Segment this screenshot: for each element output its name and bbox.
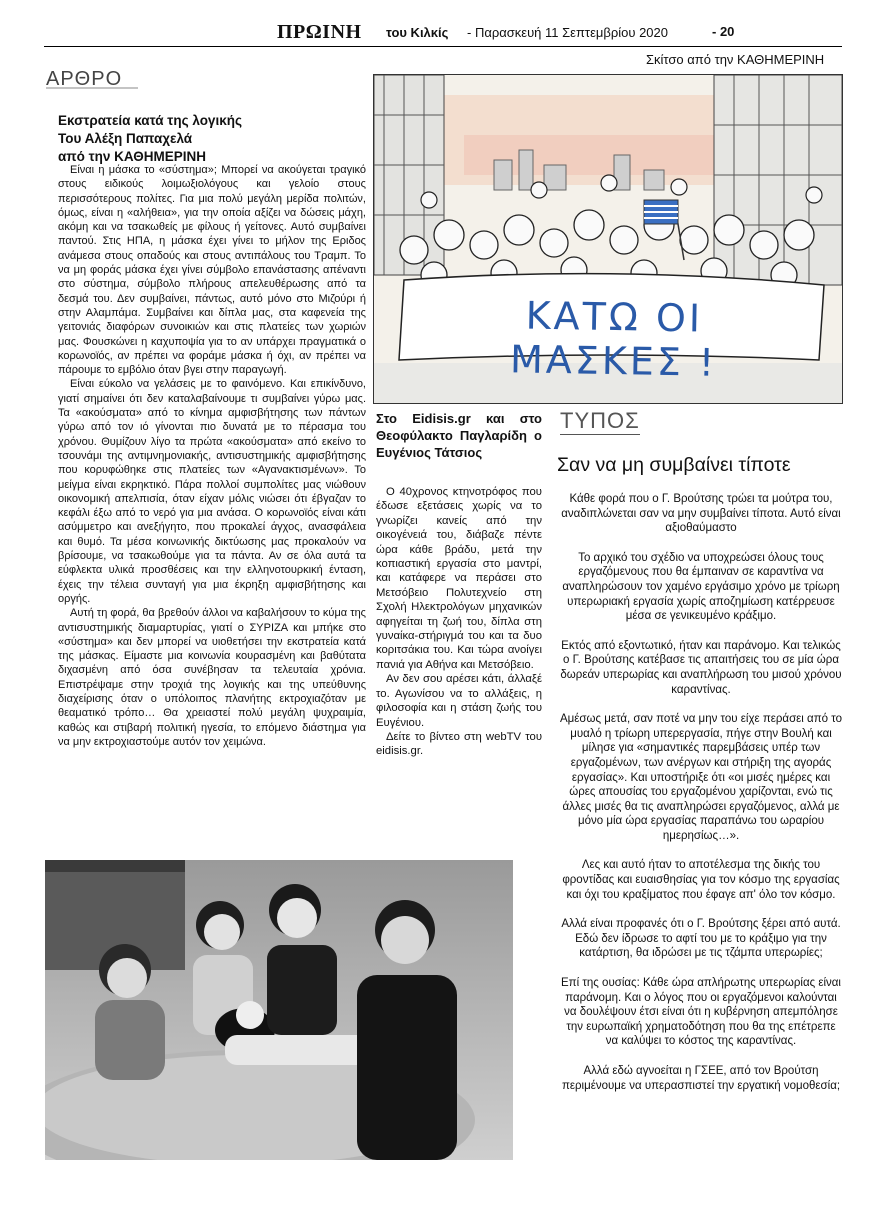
photo-drawing bbox=[45, 860, 513, 1160]
section-arthro bbox=[46, 68, 122, 91]
article-body bbox=[560, 492, 842, 1152]
section-underline-frame bbox=[46, 66, 138, 90]
section-typos: ΤΥΠΟΣ bbox=[560, 408, 640, 433]
paragraph: Λες και αυτό ήταν το αποτέλεσμα της δικής του φροντίδας και ευαισθησίας για τον κόσμο της εργασίας και όχι του κραξίματος που έφαγε απ' όλο τον κόσμο. bbox=[562, 859, 840, 901]
cartoon-illustration bbox=[373, 74, 843, 404]
paragraph: Αμέσως μετά, σαν ποτέ να μην του είχε περάσει από το μυαλό η τρίωρη υπερεργασία, πήγε στην Βουλή και μίλησε για «σημαντικές παρεμβάσεις υπέρ των εργαζομένων, των ανέργων και στήριξη της αγοράς εργασίας». Και υποστήριξε ότι «οι μισές ημέρες και ώρες απουσίας του εργαζομένου χαρίζονται, ενώ τις άλλες μισές θα τις αναπληρώσει εργαζόμενος, αλλά με μόνο μία ώρα εργασίας παραπάνω του ωραρίου ημερησίως…». bbox=[560, 713, 842, 842]
article-body bbox=[376, 485, 542, 845]
family-photo bbox=[45, 860, 513, 1160]
page-number: - 20 bbox=[712, 24, 735, 39]
paragraph: Επί της ουσίας: Κάθε ώρα απλήρωτης υπερωρίας είναι παράνομη. Και ο λόγος που οι εργαζόμενοι καλούνται να δουλέψουν έτσι είναι ότι η κυβέρνηση απεμπόλησε την ευρωπαϊκή χρηματοδότηση που θα της επέτρεπε να καλύψει το κόστος της καραντίνας. bbox=[561, 977, 841, 1048]
paragraph: Αλλά είναι προφανές ότι ο Γ. Βρούτσης ξέρει από αυτά. Εδώ δεν ίδρωσε το αφτί του με το κράξιμο για την κατάρτιση, θα ιδρώσει με τις τζάμπα υπερωρίες; bbox=[561, 918, 841, 960]
paragraph: Είναι η μάσκα το «σύστημα»; Μπορεί να ακούγεται τραγικό στους ειδικούς λοιμωξιολόγους και γελοίο στους περισσότερους πολίτες. Για μια πολύ μεγάλη μερίδα πολιτών, όμως, είναι η «αλήθεια», για την οποία αξίζει να δώσεις μάχη, ακόμη και να τσακωθείς με φίλους ή γείτονες. Αυτό συμβαίνει παντού. Στις ΗΠΑ, η μάσκα έχει γίνει το μήλον της Εριδος ανάμεσα στους οπαδούς και στους αντιπάλους του Τραμπ. Το να μη φοράς μάσκα έχει γίνει σύμβολο επανάστασης απέναντι στο σύστημα, σύμβολο πλήρους απελευθέρωσης από τα δεσμά του. Δεν συμβαίνει, πάντως, αυτό μόνο στο Μιζούρι ή στην Αλαμπάμα. Συμβαίνει και δίπλα μας, στα καφενεία της γειτονιάς διαφόρων συνοικιών και στις πλατείες των χωριών μας. Φουσκώνει η καχυποψία για το αν υπάρχει πραγματικά ο κορωνοϊός, αν πρέπει να φοράμε μάσκα ή όχι, αν πρέπει να πάρουμε το εμβόλιο όταν βγει στην παραγωγή. bbox=[58, 164, 366, 377]
paragraph: Είναι εύκολο να γελάσεις με το φαινόμενο. Και επικίνδυνο, γιατί σημαίνει ότι δεν καταλαβαίνουμε τι συμβαίνει γύρω μας. Τα «ακούσματα» από το κίνημα αμφισβήτησης των πάντων γύρω από τον ιό γίνονται πιο δυνατά με το πέρασμα του χρόνου. Θυμίζουν λίγο τα πρώτα «ακούσματα» από εκείνο το τσουνάμι της αντιμνημονιακής, αντισυστημικής αμφισβήτησης που κορυφώθηκε στις πλατείες των «Αγανακτισμένων». Το μείγμα είναι εκρηκτικό. Πάρα πολλοί συμπολίτες μας νιώθουν οικονομική απελπισία, όταν είχαν μόλις νιώσει ότι έβγαζαν το κεφάλι έξω από το νερό για μια ανάσα. Ο κορωνοϊός είναι κάτι ασύμμετρο και ανεξήγητο, που προκαλεί άγχος, ανασφάλεια και θυμό. Τα μέσα κοινωνικής δικτύωσης μας προκαλούν να βρίσουμε, να τσακωθούμε για τα πάντα. Αν σε όλα αυτά τα εύφλεκτα υλικά προσθέσεις και την ελληνοτουρκική ένταση, έχεις την τέλεια συνταγή για μια έκρηξη αμφισβήτησης και οργής. bbox=[58, 378, 366, 605]
paragraph: Αλλά εδώ αγνοείται η ΓΣΕΕ, από τον Βρούτση περιμένουμε να υπερασπιστεί την εργατική νομοθεσία; bbox=[561, 1065, 841, 1092]
article-body bbox=[58, 163, 366, 833]
section-label: ΑΡΘΡΟ bbox=[46, 68, 123, 90]
paragraph: Δείτε το βίντεο στη webTV του eidisis.gr. bbox=[376, 730, 542, 758]
paragraph: Ο 40χρονος κτηνοτρόφος που έδωσε εξετάσεις χωρίς να το γνωρίζει κανείς από την οικογένειά του, διάβαζε πέντε ώρα κάθε βράδυ, μετά την κοπιαστική εργασία στο μαντρί, και κατάφερε να περάσει στο Μετσόβειο Πολυτεχνείο στη Σχολή Ηλεκτρολόγων μηχανικών αφηγείται τη ζωή του, δίπλα στη γυναίκα-στήριγμά του και τα δυο κοριτσάκια του. Και τώρα ανοίγει πανιά για Αθήνα και Μετσόβειο. bbox=[376, 486, 542, 671]
cartoon-caption: Σκίτσο από την ΚΑΘΗΜΕΡΙΝΗ bbox=[646, 52, 825, 67]
title-line: Εκστρατεία κατά της λογικής bbox=[58, 113, 242, 128]
paragraph: Κάθε φορά που ο Γ. Βρούτσης τρώει τα μούτρα του, αναδιπλώνεται σαν να μην συμβαίνει τίποτα. Αυτό είναι αξιοθαύμαστο bbox=[561, 493, 841, 535]
banner-text: ΚΑΤΩ ΟΙ ΜΑΣΚΕΣ ! bbox=[509, 293, 718, 385]
source-line: από την ΚΑΘΗΜΕΡΙΝΗ bbox=[58, 149, 207, 164]
paragraph: Το αρχικό του σχέδιο να υποχρεώσει όλους τους εργαζόμενους που θα έμπαιναν σε καραντίνα να αναπληρώσουν τον χαμένο εργάσιμο χρόνο με τρίωρη υπερωριακή εργασία χωρίς αποζημίωση κατέρρευσε μέσα σε γενικευμένο κράξιμο. bbox=[562, 551, 840, 623]
paragraph: Αυτή τη φορά, θα βρεθούν άλλοι να καβαλήσουν το κύμα της αντισυστημικής διαμαρτυρίας, γιατί ο ΣΥΡΙΖΑ και μπήκε στο «σύστημα» και δεν μπορεί να υιοθετήσει την εκστρατεία κατά της μάσκας. Είμαστε μια κοινωνία κουρασμένη και βαθύτατα διχασμένη από όσα συνέβησαν τα τελευταία χρόνια. Επιστρέψαμε στην τροχιά της λογικής και της υπεύθυνης διαχείρισης όταν ο υπόλοιπος πλανήτης εκτροχιαζόταν με θεαματικό τρόπο… Θα χρειαστεί πολύ μεγάλη ψυχραιμία, καθώς και στιβαρή πολιτική ηγεσία, το επόμενο διάστημα για να μην εκτροχιαστούμε αυτόν τον χειμώνα. bbox=[58, 607, 366, 748]
author-line: Του Αλέξη Παπαχελά bbox=[58, 131, 193, 146]
page-header bbox=[44, 20, 842, 47]
article-title bbox=[58, 112, 308, 166]
article-title: Στο Eidisis.gr και στο Θεοφύλακτο Παγλαρίδη ο Ευγένιος Τάτσιος bbox=[376, 411, 542, 460]
paragraph: Αν δεν σου αρέσει κάτι, άλλαξέ το. Αγωνίσου να το αλλάξεις, η φιλοσοφία και η στάση ζωής του Ευγένιου. bbox=[376, 673, 542, 729]
issue-date: - Παρασκευή 11 Σεπτεμβρίου 2020 bbox=[467, 25, 668, 40]
masthead: ΠΡΩΙΝΗ bbox=[277, 21, 362, 43]
paragraph: Εκτός από εξοντωτικό, ήταν και παράνομο. Και τελικώς ο Γ. Βρούτσης κατέβασε τις απαιτήσεις του σε μία ώρα δωρεάν υπερωρίας και αναπλήρωση του μισού χρόνου καραντίνας. bbox=[560, 639, 842, 696]
masthead-subtitle: του Κιλκίς bbox=[386, 25, 449, 40]
article-headline: Σαν να μη συμβαίνει τίποτε bbox=[557, 454, 791, 476]
